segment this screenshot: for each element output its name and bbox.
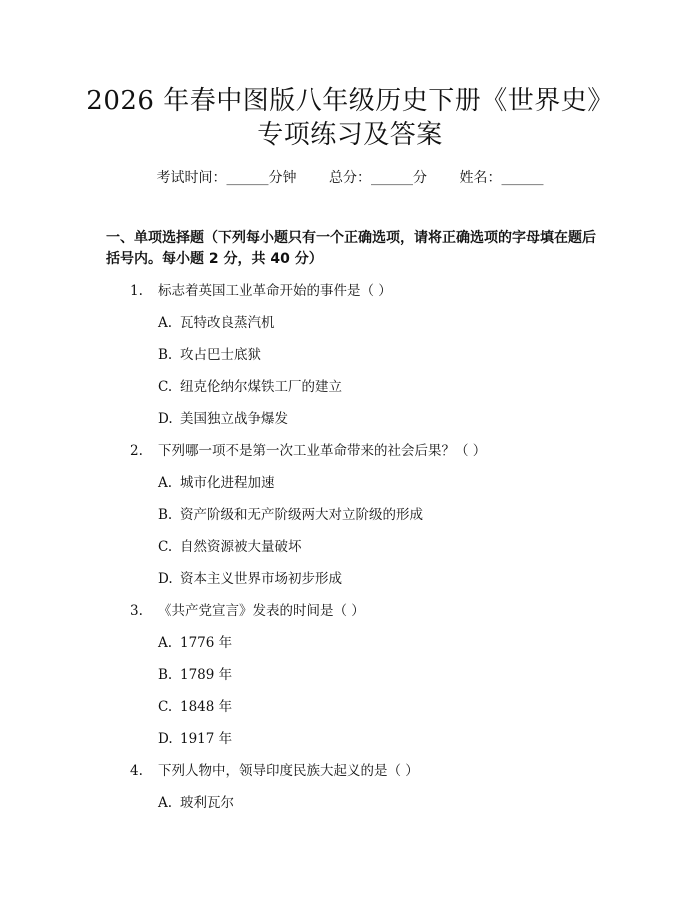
option-letter: C. (158, 539, 173, 555)
option-1b (158, 345, 261, 365)
exam-time: 考试时间：______分钟 (156, 170, 297, 186)
question-1 (130, 281, 392, 301)
document-title-line2: 专项练习及答案 (257, 120, 443, 150)
option-1d (158, 409, 288, 429)
section-heading-line2: 括号内。每小题 2 分，共 40 分） (106, 251, 323, 267)
option-text: 资产阶级和无产阶级两大对立阶级的形成 (180, 507, 423, 523)
option-3d (158, 729, 232, 749)
option-text: 纽克伦纳尔煤铁工厂的建立 (180, 379, 342, 395)
section-heading (106, 228, 606, 270)
option-text: 资本主义世界市场初步形成 (180, 571, 342, 587)
question-text: 《共产党宣言》发表的时间是（ ） (158, 603, 365, 619)
question-2 (130, 441, 486, 461)
option-2d (158, 569, 342, 589)
exam-name: 姓名：______ (459, 170, 544, 186)
option-text: 瓦特改良蒸汽机 (180, 315, 275, 331)
option-3c (158, 697, 232, 717)
option-text: 城市化进程加速 (180, 475, 275, 491)
option-text: 1776 年 (180, 635, 233, 651)
option-2c (158, 537, 302, 557)
question-number: 1. (130, 283, 143, 299)
option-text: 1789 年 (180, 667, 233, 683)
question-4 (130, 761, 419, 781)
option-4a (158, 793, 234, 813)
option-letter: A. (158, 475, 173, 491)
option-text: 自然资源被大量破坏 (180, 539, 302, 555)
section-heading-line1: 一、单项选择题（下列每小题只有一个正确选项，请将正确选项的字母填在题后 (106, 230, 596, 246)
option-letter: B. (158, 507, 173, 523)
option-letter: B. (158, 347, 173, 363)
option-letter: D. (158, 411, 173, 427)
option-1a (158, 313, 275, 333)
option-2b (158, 505, 423, 525)
exam-total-score: 总分：______分 (329, 170, 427, 186)
question-number: 3. (130, 603, 143, 619)
option-text: 1848 年 (180, 699, 233, 715)
question-3 (130, 601, 365, 621)
question-text: 下列哪一项不是第一次工业革命带来的社会后果？（ ） (158, 443, 487, 459)
option-3a (158, 633, 232, 653)
option-3b (158, 665, 232, 685)
option-2a (158, 473, 275, 493)
option-letter: C. (158, 699, 173, 715)
option-text: 美国独立战争爆发 (180, 411, 288, 427)
option-text: 攻占巴士底狱 (180, 347, 261, 363)
option-letter: A. (158, 635, 173, 651)
option-1c (158, 377, 342, 397)
question-number: 4. (130, 763, 143, 779)
option-letter: B. (158, 667, 173, 683)
option-text: 1917 年 (180, 731, 233, 747)
option-letter: D. (158, 731, 173, 747)
question-text: 标志着英国工业革命开始的事件是（ ） (158, 283, 392, 299)
question-number: 2. (130, 443, 143, 459)
exam-info (0, 168, 700, 188)
option-letter: D. (158, 571, 173, 587)
document-title-line1: 2026 年春中图版八年级历史下册《世界史》 (86, 86, 614, 116)
option-letter: C. (158, 379, 173, 395)
option-letter: A. (158, 795, 173, 811)
question-text: 下列人物中，领导印度民族大起义的是（ ） (158, 763, 419, 779)
option-text: 玻利瓦尔 (180, 795, 234, 811)
option-letter: A. (158, 315, 173, 331)
